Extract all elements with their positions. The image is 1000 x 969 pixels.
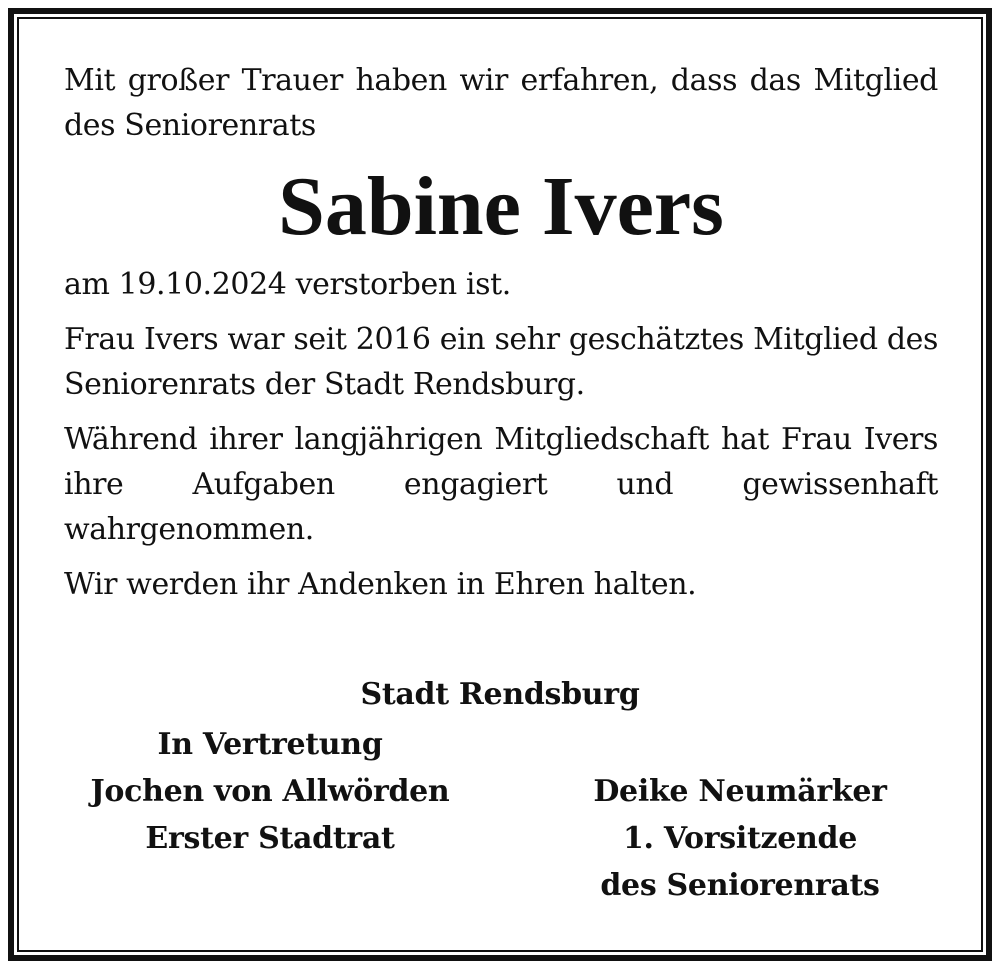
memory-paragraph: Wir werden ihr Andenken in Ehren halten. xyxy=(64,567,697,602)
signature-organization: Stadt Rendsburg xyxy=(360,677,640,712)
signature-block xyxy=(40,668,960,909)
duties-paragraph: Während ihrer langjährigen Mitgliedschaft hat Frau Ivers ihre Aufgaben engagiert und gewissenhaft wahrgenommen. xyxy=(64,422,938,547)
signature-right-title-2: des Seniorenrats xyxy=(600,868,880,903)
intro-text: Mit großer Trauer haben wir erfahren, dass das Mitglied des Seniorenrats xyxy=(64,63,938,143)
signature-left xyxy=(40,721,500,909)
obituary-text xyxy=(64,58,938,607)
signature-right xyxy=(520,721,960,909)
membership-paragraph: Frau Ivers war seit 2016 ein sehr geschätztes Mitglied des Seniorenrats der Stadt Rendsburg. xyxy=(64,322,938,402)
signature-columns xyxy=(40,721,960,909)
signature-right-title-1: 1. Vorsitzende xyxy=(622,821,858,856)
signature-right-name: Deike Neumärker xyxy=(593,774,887,809)
signature-left-name: Jochen von Allwörden xyxy=(90,774,450,809)
signature-left-role: In Vertretung xyxy=(157,727,383,762)
deceased-name: Sabine Ivers xyxy=(278,160,724,253)
death-date-line: am 19.10.2024 verstorben ist. xyxy=(64,267,511,302)
signature-left-title: Erster Stadtrat xyxy=(145,821,395,856)
